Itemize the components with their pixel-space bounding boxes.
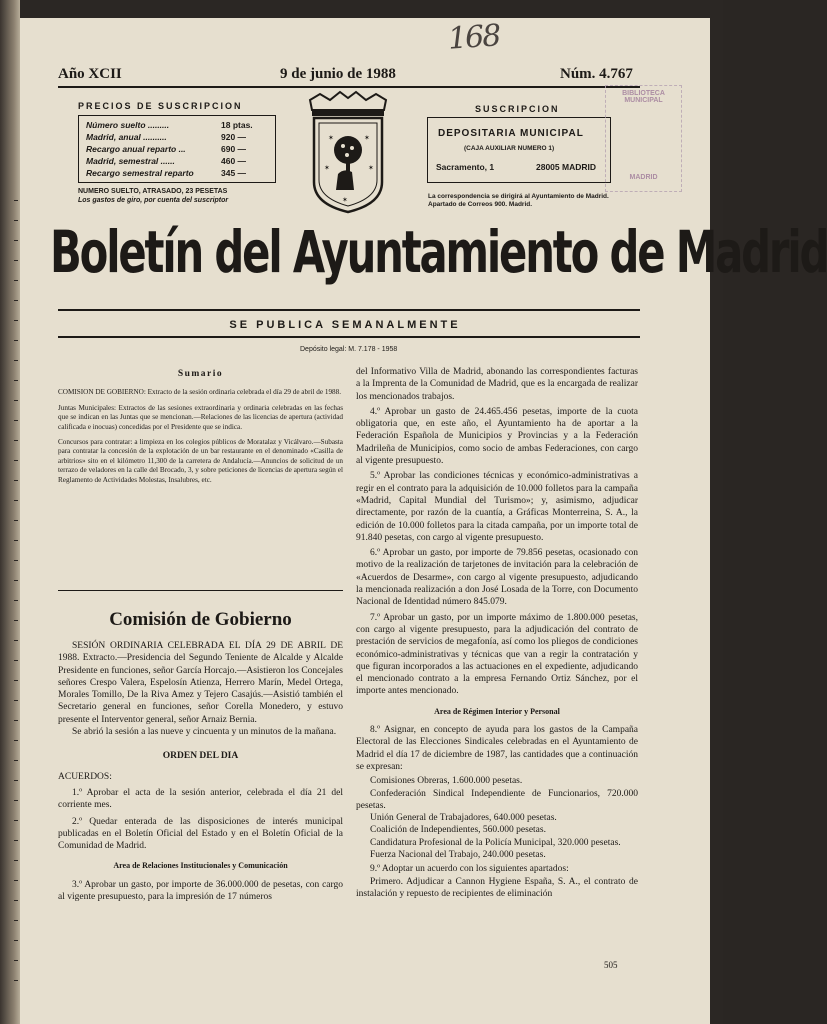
spine-mark [14,860,18,861]
spine-mark [14,900,18,901]
price-value: 460 — [221,156,247,166]
area-heading: Area de Régimen Interior y Personal [434,706,560,716]
spine-mark [14,340,18,341]
header-rule [58,86,640,88]
spine-mark [14,200,18,201]
spine-mark [14,780,18,781]
precios-box [78,115,276,183]
precios-foot-line1: NUMERO SUELTO, ATRASADO, 23 PESETAS [78,188,228,195]
spine-mark [14,800,18,801]
price-label: Recargo anual reparto ... [86,144,186,154]
deposito-legal: Depósito legal: M. 7.178 - 1958 [300,346,398,353]
page-number: 505 [604,960,618,970]
comision-paragraph: Se abrió la sesión a las nueve y cincuenta y un minutos de la mañana. [72,727,337,738]
issue-number: Núm. 4.767 [560,66,633,82]
spine-mark [14,760,18,761]
spine-mark [14,940,18,941]
spine-mark [14,720,18,721]
list-item: Unión General de Trabajadores, 640.000 pesetas. [370,813,557,824]
spine-mark [14,420,18,421]
suscripcion-footnote: La correspondencia se dirigirá al Ayuntamiento de Madrid. Apartado de Correos 900. Madrid. [428,193,609,208]
spine-mark [14,920,18,921]
acuerdo-item: 3.º Aprobar un gasto, por importe de 36.000.000 de pesetas, con cargo al vigente presupuesto, para la impresión de 17 números [58,879,343,903]
depositaria-address: Sacramento, 1 [436,162,495,172]
suscripcion-title: SUSCRIPCION [475,104,560,114]
spine-mark [14,980,18,981]
spine-mark [14,560,18,561]
spine-mark [14,820,18,821]
price-row [86,120,271,130]
comision-title: Comisión de Gobierno [109,609,292,630]
svg-text:✶: ✶ [342,196,348,204]
masthead-rule-top [58,309,640,311]
spine-mark [14,960,18,961]
price-label: Madrid, semestral ...... [86,156,175,166]
masthead-title: Boletín del Ayuntamiento de Madrid [50,218,827,286]
sumario-rule [58,590,343,591]
spine-mark [14,540,18,541]
spine-mark [14,360,18,361]
spine-mark [14,460,18,461]
stamp-line2: MUNICIPAL [624,97,663,104]
sumario-section [58,368,343,485]
svg-text:✶: ✶ [368,164,374,172]
acuerdos-label: ACUERDOS: [58,771,112,782]
price-value: 345 — [221,168,247,178]
spine-mark [14,220,18,221]
acuerdo-item: Primero. Adjudicar a Cannon Hygiene España, S. A., el contrato de instalación y repuesto de recipientes de eliminación [356,876,638,899]
price-value: 920 — [221,132,247,142]
spine-mark [14,400,18,401]
sumario-item: COMISION DE GOBIERNO: Extracto de la sesión ordinaria celebrada el día 29 de abril de 1988. [58,388,342,397]
acuerdo-item: 2.º Quedar enterada de las disposiciones de interés municipal publicadas en el Boletín Oficial del Estado y en el Boletín Oficial de la Comunidad de Madrid. [58,816,343,852]
spine-mark [14,520,18,521]
madrid-coat-of-arms [302,92,394,216]
stamp-line1: BIBLIOTECA [622,90,665,97]
spine-mark [14,620,18,621]
stamp-line3: MADRID [629,174,658,181]
depositaria-postal: 28005 MADRID [536,162,596,172]
spine-mark [14,700,18,701]
sumario-item: Juntas Municipales: Extractos de las sesiones extraordinaria y ordinaria celebradas en las fechas que se indican en las Juntas que se mencionan.—Relaciones de las licencias de apertura (actividad calificada e inocuas) concedidas por el Presidente que se indica. [58,403,343,431]
price-label: Madrid, anual .......... [86,132,167,142]
spine-mark [14,280,18,281]
orden-del-dia-heading: ORDEN DEL DIA [162,751,239,762]
price-label: Recargo semestral reparto [86,168,194,178]
acuerdo-continuation: del Informativo Villa de Madrid, abonando las correspondientes facturas a la Imprenta de la Comunidad de Madrid, que es la encargada de realizar los mencionados trabajos. [356,367,638,402]
spine-mark [14,240,18,241]
area-heading: Area de Relaciones Institucionales y Comunicación [113,861,288,871]
spine-mark [14,380,18,381]
list-item: Coalición de Independientes, 560.000 pesetas. [370,825,546,836]
list-item: Comisiones Obreras, 1.600.000 pesetas. [370,776,523,787]
handwritten-number: 168 [446,18,501,57]
library-stamp [605,85,682,192]
binding-spine [0,0,20,1024]
price-row [86,144,271,154]
masthead-subtitle: SE PUBLICA SEMANALMENTE [229,319,461,331]
sumario-title: Sumario [177,369,224,379]
acuerdo-item: 5.º Aprobar las condiciones técnicas y económico-administrativas a regir en el contrato para la adquisición de 10.000 folletos para la campaña «Madrid, Capital Mundial del Turismo»; y, asimismo, adjudicar directamente, por razón de la cuantía, a Gráficas Monterreina, S. A., la edición de 10.000 folletos para la citada campaña, por un importe total de 91.840 pesetas, con cargo al vigente presupuesto. [356,471,638,543]
comision-paragraph: SESIÓN ORDINARIA CELEBRADA EL DÍA 29 DE ABRIL DE 1988. Extracto.—Presidencia del Segundo Teniente de Alcalde y Alcalde Presidente en funciones, señor García Horcajo.—Asistieron los Concejales señores Crespo Valera, Espelosín Atienza, Herrero Marín, Medel Ortega, Morales Tomillo, De la Riva Amez y Tejero Casajús.—Asistió también el Secretario general en funciones, señor Corella Monedero, y estuvo presente el Interventor general, señor Arnaiz Bernia. [58,641,343,725]
issue-year: Año XCII [58,66,122,82]
price-row [86,156,271,166]
sumario-item: Concursos para contratar: a limpieza en los colegios públicos de Moratalaz y Vicálvaro.—Subasta para contratar la concesión de la explotación de un bar restaurante en el denominado «Casilla de arbitrios» sito en el kilómetro 11,300 de la carretera de Andalucía.—Anuncios de solicitud de un terrazo de veladores en la calle del Brocado, 3, y sobre peticiones de licencias de apertura según el Reglamento de Actividades Molestas, Insalubres, etc. [58,437,343,484]
acuerdo-item: 9.º Adoptar un acuerdo con los siguientes apartados: [370,864,569,875]
right-column [356,366,638,900]
spine-mark [14,580,18,581]
svg-text:✶: ✶ [324,164,330,172]
list-item: Candidatura Profesional de la Policía Municipal, 320.000 pesetas. [370,837,621,848]
precios-foot-line2: Los gastos de giro, por cuenta del suscriptor [78,197,229,204]
spine-mark [14,740,18,741]
price-value: 690 — [221,144,247,154]
acuerdo-item: 6.º Aprobar un gasto, por importe de 79.856 pesetas, ocasionado con motivo de la realización de tarjetones de invitación para la celebración de «Acuerdos de Desarme», con cargo al vigente presupuesto, adjudicando la mencionada realización a don José Losada de la Torre, con Documento Nacional de Identidad número 845.079. [356,548,638,608]
svg-text:✶: ✶ [328,134,334,142]
spine-mark [14,300,18,301]
price-value: 18 ptas. [221,120,253,130]
price-row [86,168,271,178]
depositaria-title: DEPOSITARIA MUNICIPAL [438,128,584,139]
acuerdo-item: 4.º Aprobar un gasto de 24.465.456 pesetas, importe de la cuota obligatoria que, en este año, el Ayuntamiento ha de aportar a la Federación Española de Municipios y Provincias y a la Federación Madrileña de Municipios, como socio de ambas Federaciones, con cargo al vigente presupuesto. [356,406,638,467]
list-item: Fuerza Nacional del Trabajo, 240.000 pesetas. [370,849,546,860]
list-item: Confederación Sindical Independiente de Funcionarios, 720.000 pesetas. [356,788,638,811]
spine-mark [14,680,18,681]
spine-mark [14,600,18,601]
spine-mark [14,500,18,501]
precios-title: PRECIOS DE SUSCRIPCION [78,101,243,111]
suscripcion-box [427,117,611,183]
svg-text:✶: ✶ [364,134,370,142]
acuerdo-item: 8.º Asignar, en concepto de ayuda para los gastos de la Campaña Electoral de las Elecciones Sindicales celebradas en el Ayuntamiento de Madrid el día 17 de diciembre de 1987, las cantidades que a continuación se expresan: [356,725,638,772]
price-label: Número suelto ......... [86,120,170,130]
comision-section [58,608,343,903]
masthead-rule-bottom [58,336,640,338]
acuerdo-item: 1.º Aprobar el acta de la sesión anterior, celebrada el día 21 del corriente mes. [58,787,343,811]
acuerdo-item: 7.º Aprobar un gasto, por un importe máximo de 1.800.000 pesetas, con cargo al vigente presupuesto, para la adjudicación del contrato de prestación de servicios de megafonía, así como los pliegos de condiciones económico-administrativas y técnicas que van a regir la contratación y que figuran incorporados a las actuaciones en el expediente, adjudicando el mencionado contrato a la empresa Fernando Ortiz Sánchez, por el importe antes mencionado. [356,612,638,697]
depositaria-subtitle: (CAJA AUXILIAR NUMERO 1) [464,145,555,152]
spine-mark [14,880,18,881]
price-row [86,132,271,142]
spine-mark [14,840,18,841]
spine-mark [14,660,18,661]
spine-mark [14,260,18,261]
spine-mark [14,640,18,641]
issue-date: 9 de junio de 1988 [280,66,396,82]
spine-mark [14,480,18,481]
spine-mark [14,440,18,441]
precios-footnote [78,187,228,205]
